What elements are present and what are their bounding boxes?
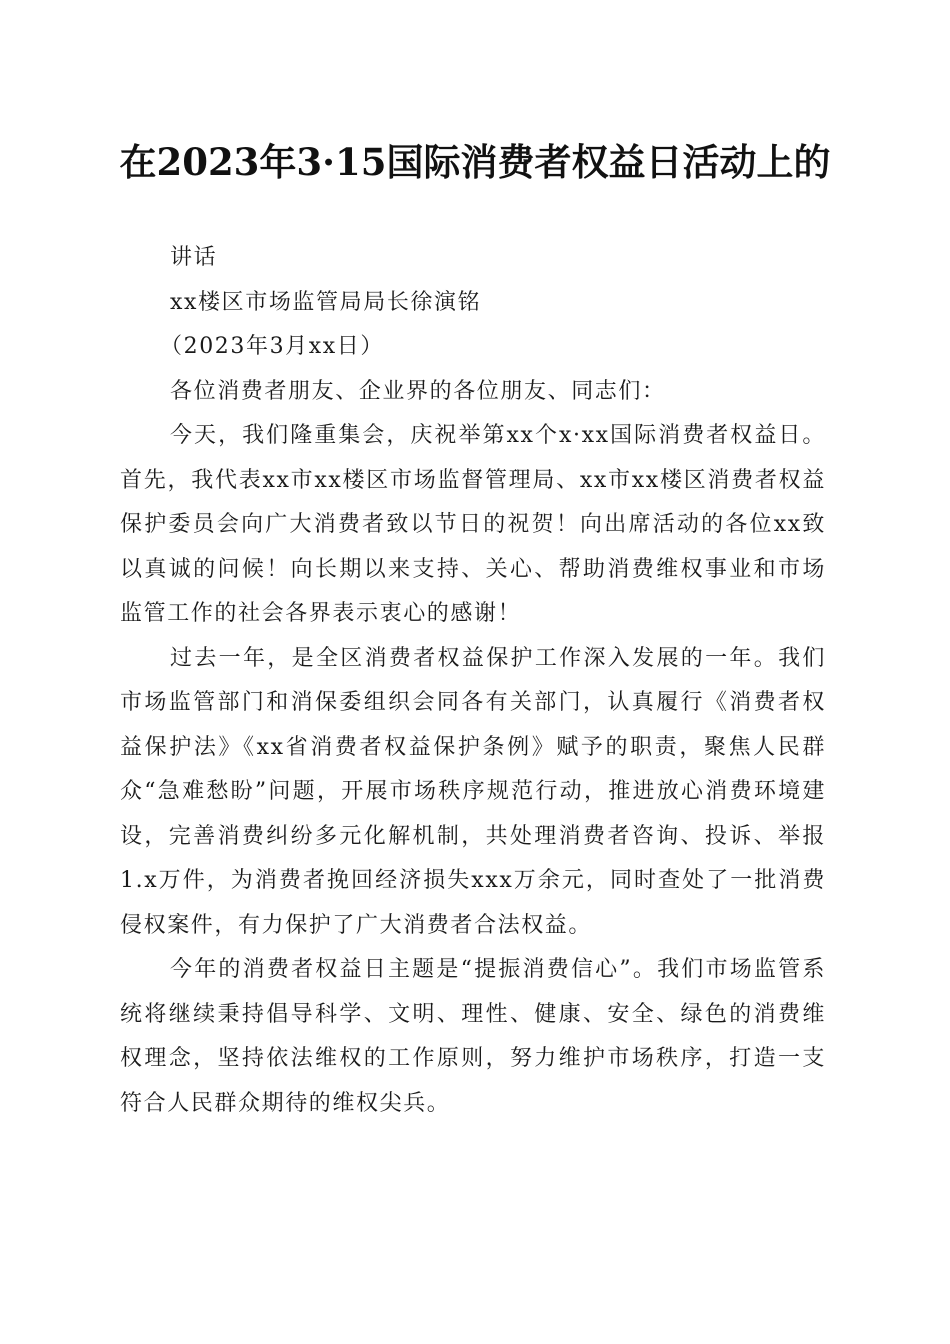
date-line: （2023年3月xx日） xyxy=(160,334,385,359)
paragraph-3: 今年的消费者权益日主题是“提振消费信心”。我们市场监管系统将继续秉持倡导科学、文明、理性、健康、安全、绿色的消费维权理念，坚持依法维权的工作原则，努力维护市场秩序，打造一支符合人民群众期待的维权尖兵。 xyxy=(120,957,826,1116)
title-continuation: 讲话 xyxy=(170,245,218,270)
salutation: 各位消费者朋友、企业界的各位朋友、同志们： xyxy=(170,378,666,404)
paragraph-1: 今天，我们隆重集会，庆祝举第xx个x·xx国际消费者权益日。首先，我代表xx市xx楼区市场监督管理局、xx市xx楼区消费者权益保护委员会向广大消费者致以节日的祝贺！向出席活动的各位xx致以真诚的问候！向长期以来支持、关心、帮助消费维权事业和市场监管工作的社会各界表示衷心的感谢！ xyxy=(120,423,826,626)
document-title: 在2023年3·15国际消费者权益日活动上的 xyxy=(119,140,831,184)
document-body xyxy=(120,236,826,1126)
paragraph-2: 过去一年，是全区消费者权益保护工作深入发展的一年。我们市场监管部门和消保委组织会同各有关部门，认真履行《消费者权益保护法》《xx省消费者权益保护条例》赋予的职责，聚焦人民群众“急难愁盼”问题，开展市场秩序规范行动，推进放心消费环境建设，完善消费纠纷多元化解机制，共处理消费者咨询、投诉、举报1.x万件，为消费者挽回经济损失xxx万余元，同时查处了一批消费侵权案件，有力保护了广大消费者合法权益。 xyxy=(120,645,826,938)
speaker-line: xx楼区市场监管局局长徐演铭 xyxy=(170,289,482,315)
